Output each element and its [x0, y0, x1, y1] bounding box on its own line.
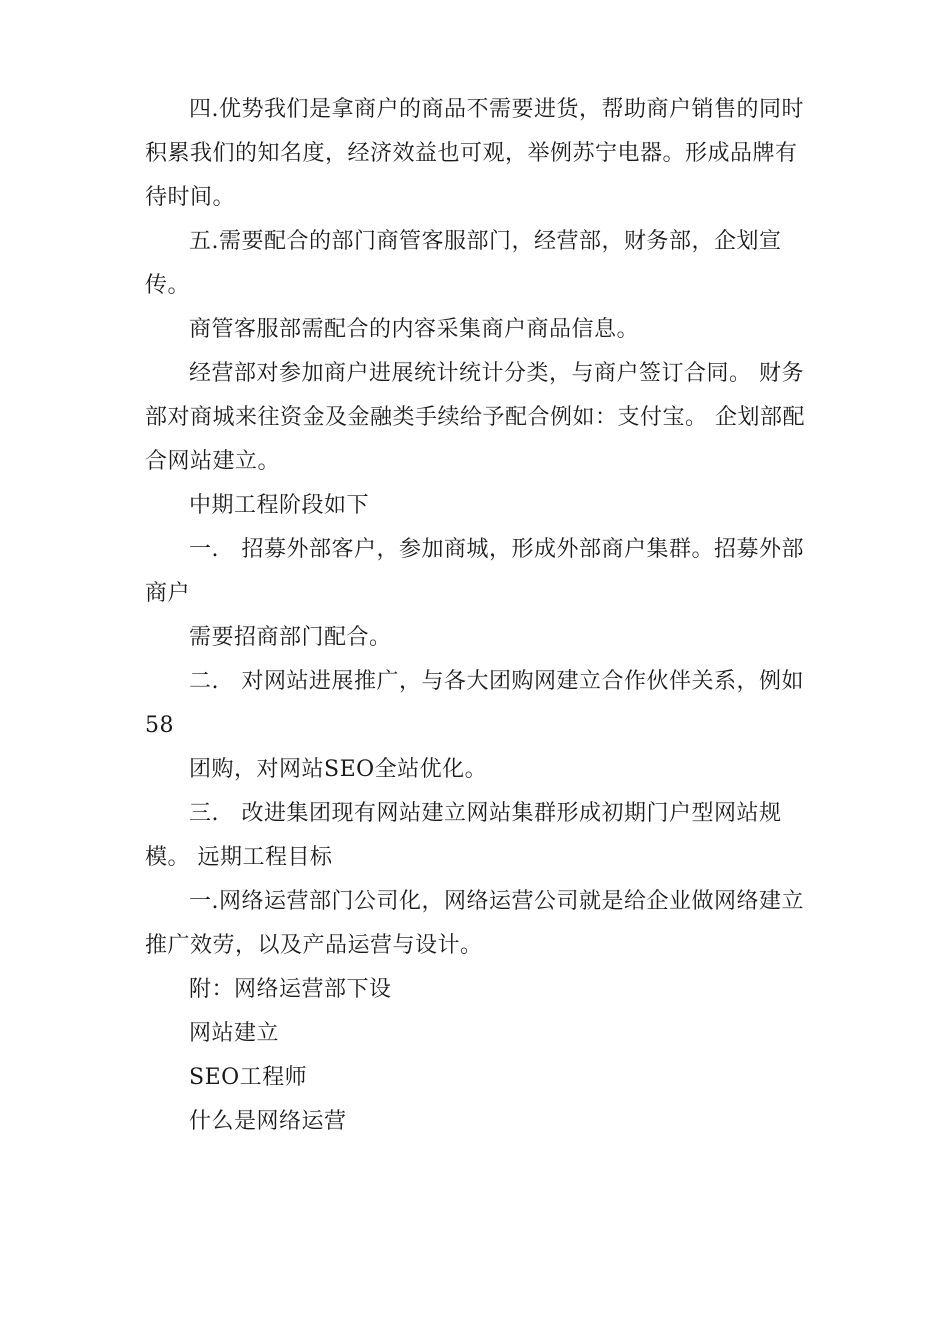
- paragraph-what-is-ops: 什么是网络运营: [189, 1109, 347, 1134]
- paragraph-appendix: 附：网络运营部下设: [189, 977, 392, 1002]
- paragraph-promotion: 二. 对网站进展推广，与各大团购网建立合作伙伴关系，例如58: [145, 669, 804, 738]
- paragraph-site-cluster: 三. 改进集团现有网站建立网站集群形成初期门户型网站规模。 远期工程目标: [145, 801, 782, 870]
- paragraph-departments: 五.需要配合的部门商管客服部门，经营部，财务部，企划宣传。: [145, 229, 782, 298]
- paragraph-operations-finance: 经营部对参加商户进展统计统计分类，与商户签订合同。 财务部对商城来往资金及金融类手续给予配合例如：支付宝。 企划部配合网站建立。: [145, 361, 805, 474]
- document-body: [145, 88, 810, 1144]
- paragraph-customer-service: 商管客服部需配合的内容采集商户商品信息。: [189, 317, 640, 342]
- paragraph-advantage: 四.优势我们是拿商户的商品不需要进货，帮助商户销售的同时积累我们的知名度，经济效益也可观，举例苏宁电器。形成品牌有待时间。: [145, 97, 804, 210]
- paragraph-company: 一.网络运营部门公司化，网络运营公司就是给企业做网络建立推广效劳，以及产品运营与设计。: [145, 889, 804, 958]
- paragraph-mid-term-heading: 中期工程阶段如下: [189, 493, 370, 518]
- paragraph-seo-engineer: SEO工程师: [189, 1065, 308, 1090]
- paragraph-seo: 团购，对网站SEO全站优化。: [189, 757, 488, 782]
- paragraph-site-build: 网站建立: [189, 1021, 280, 1046]
- paragraph-recruit-merchants: 一. 招募外部客户，参加商城，形成外部商户集群。招募外部商户: [145, 537, 804, 606]
- paragraph-recruit-dept: 需要招商部门配合。: [189, 625, 392, 650]
